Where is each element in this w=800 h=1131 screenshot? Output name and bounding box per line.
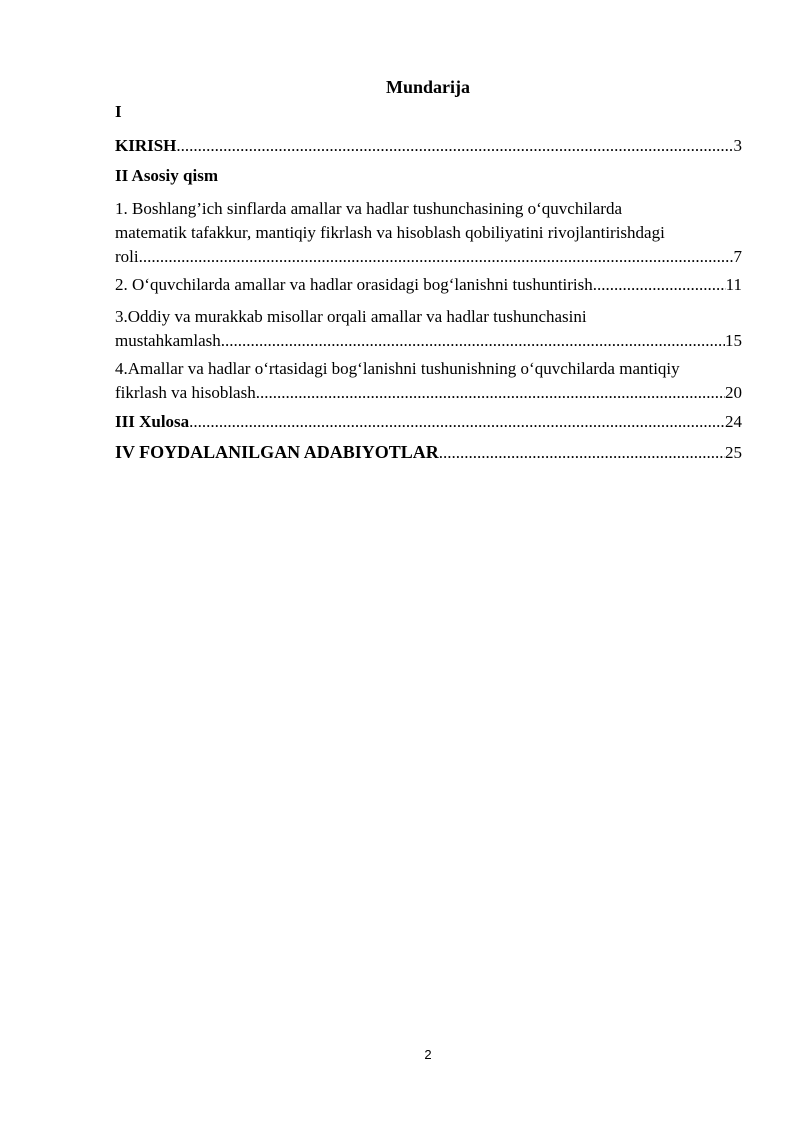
toc-page-number: 15 bbox=[725, 331, 742, 350]
leader-dots bbox=[221, 329, 725, 353]
toc-entry-line: 1. Boshlang’ich sinflarda amallar va hadlar tushunchasining o‘quvchilarda bbox=[115, 199, 623, 218]
toc-entry-text: mustahkamlash bbox=[115, 331, 221, 350]
toc-page-number: 7 bbox=[733, 247, 742, 266]
toc-entry-adabiyotlar[interactable] bbox=[115, 440, 742, 465]
toc-page-number: 25 bbox=[725, 443, 742, 462]
leader-dots bbox=[176, 134, 733, 158]
toc-entry-3[interactable] bbox=[115, 305, 742, 353]
toc-entry-line: matematik tafakkur, mantiqiy fikrlash va hisoblash qobiliyatini rivojlantirishdagi bbox=[115, 223, 665, 242]
toc-entry-1[interactable] bbox=[115, 197, 742, 269]
toc-entry-text: roli bbox=[115, 247, 139, 266]
page-number: 2 bbox=[424, 1047, 432, 1062]
leader-dots bbox=[439, 441, 725, 465]
leader-dots bbox=[593, 273, 726, 297]
toc-entry-text: III Xulosa bbox=[115, 412, 190, 431]
toc-page-number: 3 bbox=[733, 136, 742, 155]
toc-entry-2[interactable] bbox=[115, 273, 742, 297]
toc-entry-text: 2. O‘quvchilarda amallar va hadlar orasidagi bog‘lanishni tushuntirish bbox=[115, 275, 593, 294]
toc-entry-text: KIRISH bbox=[115, 136, 177, 155]
toc-entry-4[interactable] bbox=[115, 357, 742, 405]
toc-entry-text: IV FOYDALANILGAN ADABIYOTLAR bbox=[115, 442, 439, 462]
toc-page-number: 20 bbox=[725, 383, 742, 402]
leader-dots bbox=[256, 381, 725, 405]
leader-dots bbox=[139, 245, 734, 269]
toc-page-number: 11 bbox=[725, 275, 742, 294]
toc-entry-line: 3.Oddiy va murakkab misollar orqali amallar va hadlar tushunchasini bbox=[115, 307, 587, 326]
toc-entry-text: fikrlash va hisoblash bbox=[115, 383, 256, 402]
toc-entry-line: 4.Amallar va hadlar o‘rtasidagi bog‘lanishni tushunishning o‘quvchilarda mantiqiy bbox=[115, 359, 680, 378]
section-i-label: I bbox=[115, 102, 122, 121]
leader-dots bbox=[189, 410, 725, 434]
toc-page-number: 24 bbox=[725, 412, 742, 431]
toc-entry-kirish[interactable] bbox=[115, 134, 742, 158]
section-ii-label: II Asosiy qism bbox=[115, 166, 218, 185]
toc-entry-xulosa[interactable] bbox=[115, 410, 742, 434]
toc-title: Mundarija bbox=[385, 77, 470, 97]
